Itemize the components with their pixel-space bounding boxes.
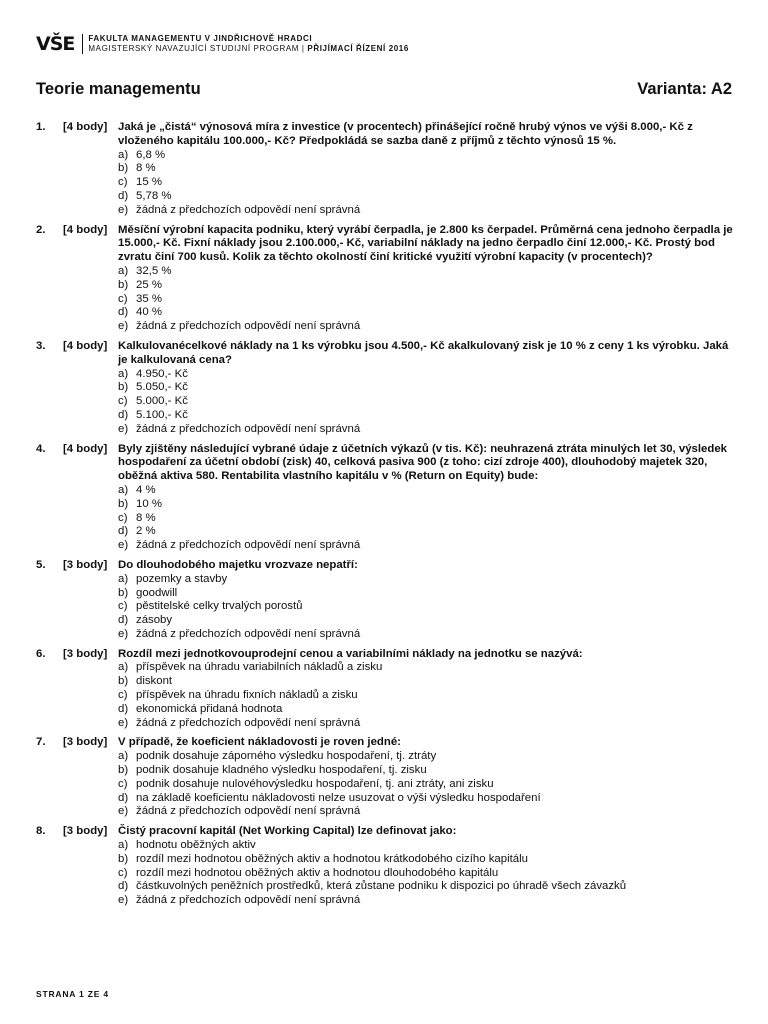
option-text: 32,5 % [136, 264, 172, 277]
answer-option [118, 661, 736, 675]
question-item [36, 340, 736, 437]
option-letter: b) [118, 497, 129, 510]
option-text: podnik dosahuje záporného výsledku hospodaření, tj. ztráty [136, 750, 437, 763]
answer-option [118, 190, 736, 204]
question-text: Rozdíl mezi jednotkovouprodejní cenou a variabilními náklady na jednotku se nazývá: [118, 647, 583, 660]
question-points: [4 body] [63, 223, 108, 236]
option-letter: e) [118, 627, 129, 640]
option-letter: c) [118, 866, 128, 879]
question-text: Byly zjištěny následující vybrané údaje z účetních výkazů (v tis. Kč): neuhrazená ztráta minulých let 30, výsledek hospodaření za účetní období (zisk) 40, celková pasiva 900 (z toho: cizí zdroje 400), dlouhodobý majetek 320, oběžná aktiva 580. Rentabilita vlastního kapitálu v % (Return on Equity) bude: [118, 442, 727, 483]
answer-option [118, 805, 736, 819]
answer-option [118, 717, 736, 731]
question-text: Měsíční výrobní kapacita podniku, který vyrábí čerpadla, je 2.800 ks čerpadel. Průměrná cena jednoho čerpadla je 15.000,- Kč. Fixní náklady jsou 2.100.000,- Kč, variabilní náklady na jedno čerpadlo činí 12.000,- Kč. Prostý bod zvratu činí 700 kusů. Kolik za těchto okolností činí kritické využití výrobní kapacity (v procentech)? [118, 223, 733, 264]
option-letter: e) [118, 805, 129, 818]
answer-option [118, 573, 736, 587]
answer-option [118, 867, 736, 881]
option-text: žádná z předchozích odpovědí není správná [136, 627, 361, 640]
question-points: [4 body] [63, 121, 108, 133]
option-text: příspěvek na úhradu fixních nákladů a zisku [136, 689, 358, 702]
answer-option [118, 162, 736, 176]
answer-option [118, 764, 736, 778]
option-letter: d) [118, 791, 129, 804]
option-letter: b) [118, 381, 129, 394]
option-text: pěstitelské celky trvalých porostů [136, 600, 303, 613]
answer-option [118, 539, 736, 553]
answer-options [118, 265, 736, 334]
option-text: žádná z předchozích odpovědí není správná [136, 422, 361, 435]
answer-option [118, 395, 736, 409]
question-points: [3 body] [63, 825, 108, 838]
answer-option [118, 839, 736, 853]
answer-option [118, 750, 736, 764]
answer-option [118, 423, 736, 437]
option-text: žádná z předchozích odpovědí není správná [136, 805, 361, 818]
question-text: Čistý pracovní kapitál (Net Working Capital) lze definovat jako: [118, 825, 457, 838]
option-text: 5.000,- Kč [136, 395, 188, 408]
question-text: Jaká je „čistá“ výnosová míra z investice (v procentech) přinášející ročně hrubý výnos ve výši 8.000,- Kč z vloženého kapitálu 100.000,- Kč? Předpokládá se sazba daně z příjmů z těchto výnosů 15 %. [118, 121, 693, 147]
option-text: rozdíl mezi hodnotou oběžných aktiv a hodnotou dlouhodobého kapitálu [136, 866, 499, 879]
option-letter: e) [118, 716, 129, 729]
answer-option [118, 600, 736, 614]
answer-option [118, 279, 736, 293]
question-points: [4 body] [63, 442, 108, 455]
answer-option [118, 381, 736, 395]
vse-logo [36, 32, 75, 55]
option-letter: c) [118, 689, 128, 702]
option-letter: b) [118, 278, 129, 291]
option-letter: c) [118, 176, 128, 189]
option-text: 5.050,- Kč [136, 381, 188, 394]
option-text: 2 % [136, 525, 156, 538]
question-list [36, 121, 736, 914]
option-text: goodwill [136, 586, 178, 599]
option-letter: d) [118, 306, 129, 319]
faculty-name: FAKULTA MANAGEMENTU V JINDŘICHOVĚ HRADCI [88, 34, 313, 43]
question-item [36, 121, 736, 218]
answer-option [118, 587, 736, 601]
option-letter: a) [118, 148, 129, 161]
answer-option [118, 498, 736, 512]
option-letter: d) [118, 614, 129, 627]
option-letter: d) [118, 408, 129, 421]
answer-option [118, 614, 736, 628]
answer-options [118, 750, 736, 819]
question-text: Kalkulovanécelkové náklady na 1 ks výrobku jsou 4.500,- Kč akalkulovaný zisk je 10 % z ceny 1 ks výrobku. Jaká je kalkulovaná cena? [118, 339, 729, 366]
question-number: 6. [36, 647, 46, 660]
question-points: [3 body] [63, 736, 108, 749]
option-text: 25 % [136, 278, 162, 291]
question-number: 1. [36, 121, 46, 133]
answer-option [118, 306, 736, 320]
option-text: 6,8 % [136, 148, 166, 161]
question-text: Do dlouhodobého majetku vrozvaze nepatří: [118, 558, 358, 571]
question-item [36, 736, 736, 819]
option-text: částkuvolných peněžních prostředků, která zůstane podniku k dispozici po úhradě všech závazků [136, 880, 627, 893]
question-item [36, 825, 736, 908]
question-item [36, 443, 736, 553]
option-letter: b) [118, 675, 129, 688]
option-text: 4 % [136, 483, 156, 496]
option-text: hodnotu oběžných aktiv [136, 839, 256, 852]
logo-text: VŠE [36, 32, 75, 55]
admission-label: PŘIJÍMACÍ ŘÍZENÍ 2016 [307, 44, 409, 53]
option-text: 5,78 % [136, 189, 172, 202]
option-letter: e) [118, 539, 129, 552]
option-text: žádná z předchozích odpovědí není správná [136, 716, 361, 729]
answer-options [118, 573, 736, 642]
faculty-heading [82, 34, 409, 54]
option-letter: a) [118, 264, 129, 277]
answer-option [118, 880, 736, 894]
question-number: 4. [36, 442, 46, 455]
page-footer: STRANA 1 ZE 4 [36, 989, 109, 999]
option-text: 8 % [136, 511, 156, 524]
answer-option [118, 894, 736, 908]
question-number: 2. [36, 223, 46, 236]
answer-option [118, 484, 736, 498]
answer-options [118, 484, 736, 553]
option-text: rozdíl mezi hodnotou oběžných aktiv a hodnotou krátkodobého cizího kapitálu [136, 852, 528, 865]
answer-option [118, 204, 736, 218]
option-text: 15 % [136, 176, 162, 189]
title-row [36, 80, 732, 99]
question-item [36, 648, 736, 731]
program-line [88, 44, 409, 54]
option-letter: c) [118, 395, 128, 408]
answer-option [118, 628, 736, 642]
question-item [36, 559, 736, 642]
question-points: [4 body] [63, 339, 108, 352]
option-letter: e) [118, 422, 129, 435]
program-name: MAGISTERSKÝ NAVAZUJÍCÍ STUDIJNÍ PROGRAM | [88, 44, 308, 53]
option-letter: a) [118, 367, 129, 380]
answer-options [118, 839, 736, 908]
option-letter: a) [118, 750, 129, 763]
option-text: podnik dosahuje nulovéhovýsledku hospodaření, tj. ani ztráty, ani zisku [136, 777, 494, 790]
option-letter: e) [118, 894, 129, 907]
option-text: žádná z předchozích odpovědí není správná [136, 539, 361, 552]
answer-options [118, 368, 736, 437]
option-text: 35 % [136, 292, 162, 305]
option-letter: d) [118, 702, 129, 715]
option-letter: b) [118, 852, 129, 865]
answer-option [118, 149, 736, 163]
answer-option [118, 368, 736, 382]
answer-option [118, 176, 736, 190]
question-number: 3. [36, 339, 46, 352]
option-letter: a) [118, 483, 129, 496]
option-text: pozemky a stavby [136, 572, 228, 585]
question-number: 8. [36, 825, 46, 838]
option-text: žádná z předchozích odpovědí není správná [136, 894, 361, 907]
variant-label: Varianta: A2 [637, 80, 732, 98]
option-text: 8 % [136, 162, 156, 175]
option-letter: b) [118, 586, 129, 599]
option-text: příspěvek na úhradu variabilních nákladů a zisku [136, 661, 383, 674]
option-letter: d) [118, 189, 129, 202]
answer-option [118, 703, 736, 717]
page-header [36, 33, 409, 55]
answer-option [118, 853, 736, 867]
option-letter: d) [118, 525, 129, 538]
option-letter: e) [118, 203, 129, 216]
question-item [36, 224, 736, 334]
question-number: 7. [36, 736, 46, 749]
answer-option [118, 675, 736, 689]
page-title: Teorie managementu [36, 80, 201, 98]
option-text: 40 % [136, 306, 162, 319]
answer-option [118, 525, 736, 539]
answer-options [118, 149, 736, 218]
option-text: 10 % [136, 497, 162, 510]
option-letter: b) [118, 764, 129, 777]
option-letter: c) [118, 292, 128, 305]
answer-option [118, 320, 736, 334]
question-points: [3 body] [63, 558, 108, 571]
option-text: 5.100,- Kč [136, 408, 188, 421]
question-points: [3 body] [63, 647, 108, 660]
answer-option [118, 689, 736, 703]
option-text: diskont [136, 675, 173, 688]
answer-options [118, 661, 736, 730]
option-letter: d) [118, 880, 129, 893]
option-text: ekonomická přidaná hodnota [136, 702, 283, 715]
answer-option [118, 293, 736, 307]
option-letter: a) [118, 661, 129, 674]
answer-option [118, 792, 736, 806]
option-text: 4.950,- Kč [136, 367, 188, 380]
answer-option [118, 409, 736, 423]
question-text: V případě, že koeficient nákladovosti je roven jedné: [118, 736, 401, 749]
question-number: 5. [36, 558, 46, 571]
option-letter: c) [118, 777, 128, 790]
option-letter: c) [118, 511, 128, 524]
option-letter: e) [118, 320, 129, 333]
answer-option [118, 265, 736, 279]
option-text: zásoby [136, 614, 173, 627]
option-letter: a) [118, 572, 129, 585]
option-text: na základě koeficientu nákladovosti nelze usuzovat o výši výsledku hospodaření [136, 791, 541, 804]
option-letter: a) [118, 839, 129, 852]
option-text: žádná z předchozích odpovědí není správná [136, 320, 361, 333]
option-letter: b) [118, 162, 129, 175]
answer-option [118, 512, 736, 526]
option-text: podnik dosahuje kladného výsledku hospodaření, tj. zisku [136, 764, 427, 777]
option-letter: c) [118, 600, 128, 613]
option-text: žádná z předchozích odpovědí není správná [136, 203, 361, 216]
answer-option [118, 778, 736, 792]
